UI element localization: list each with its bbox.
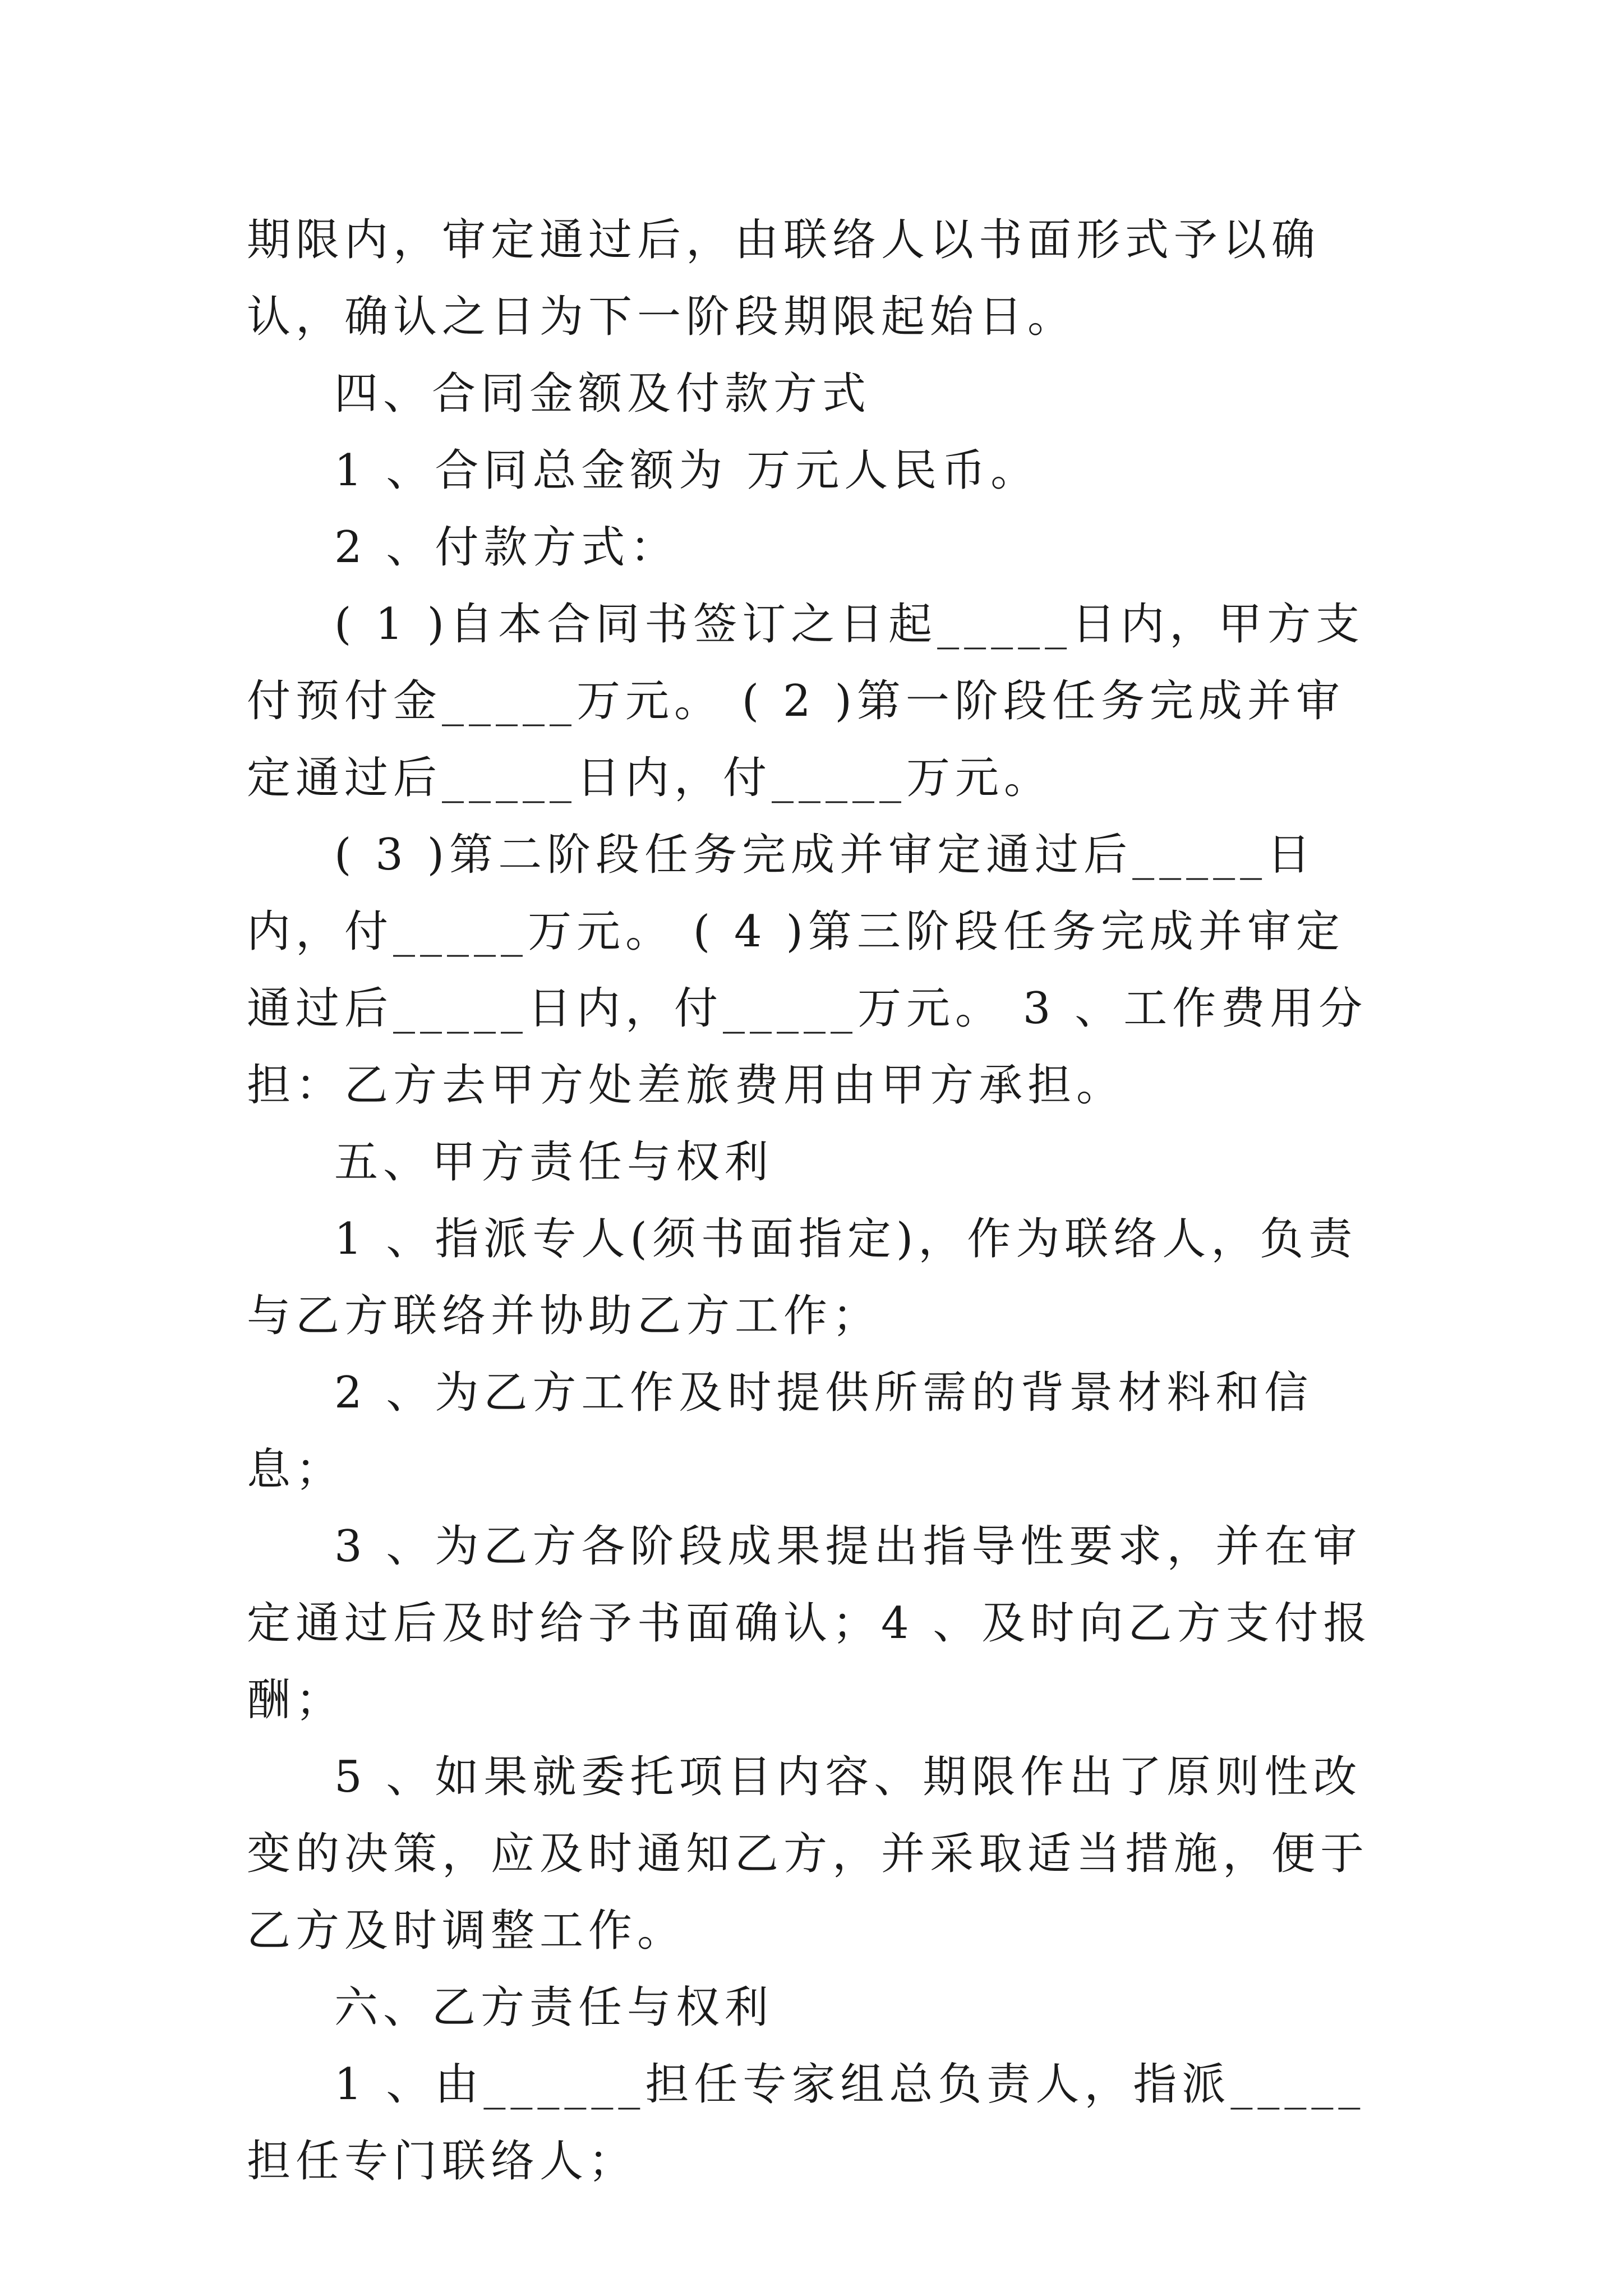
paragraph-party-a-2: 2 、为乙方工作及时提供所需的背景材料和信息； [247,1368,1313,1495]
section-heading-party-b: 六、乙方责任与权利 [334,1982,774,2033]
paragraph-party-a-1: 1 、指派专人(须书面指定)，作为联络人，负责与乙方联络并协助乙方工作； [247,1214,1358,1341]
paragraph-payment-method: 2 、付款方式： [334,522,679,573]
section-heading-contract-amount: 四、合同金额及付款方式 [334,369,872,419]
paragraph-party-a-5: 5 、如果就委托项目内容、期限作出了原则性改变的决策，应及时通知乙方，并采取适当措施，便于乙方及时调整工作。 [247,1752,1370,1956]
paragraph-party-a-3-4: 3 、为乙方各阶段成果提出指导性要求，并在审定通过后及时给予书面确认；4 、及时向乙方支付报酬； [247,1521,1372,1726]
paragraph-payment-3-4: ( 3 )第二阶段任务完成并审定通过后_____日内，付_____万元。 ( 4 )第三阶段任务完成并审定通过后_____日内，付_____万元。 3 、工作费用分担：乙方去甲方处差旅费用由甲方承担。 [247,830,1368,1111]
paragraph-party-b-1: 1 、由______担任专家组总负责人，指派_____担任专门联络人； [247,2059,1366,2187]
paragraph-term-confirmation: 期限内，审定通过后，由联络人以书面形式予以确认，确认之日为下一阶段期限起始日。 [247,215,1321,342]
paragraph-payment-1-2: ( 1 )自本合同书签订之日起_____日内，甲方支付预付金_____万元。 ( 2 )第一阶段任务完成并审定通过后_____日内，付_____万元。 [247,599,1365,803]
paragraph-total-amount: 1 、合同总金额为 万元人民币。 [334,445,1040,496]
section-heading-party-a: 五、甲方责任与权利 [334,1137,774,1188]
contract-text [247,202,1391,2200]
